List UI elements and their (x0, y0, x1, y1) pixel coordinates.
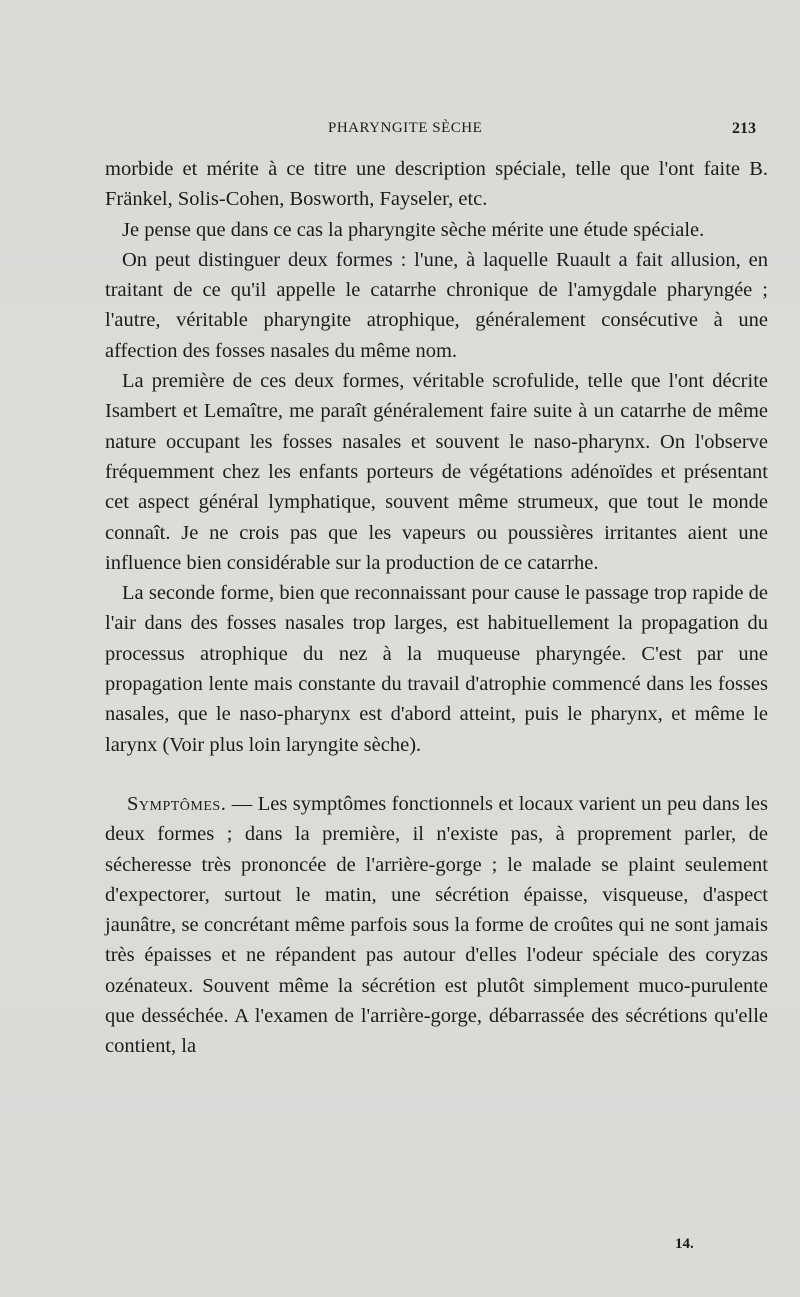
paragraph-continuation: morbide et mérite à ce titre une description spéciale, telle que l'ont faite B. Fränkel, Solis-Cohen, Bosworth, Fayseler, etc. (105, 158, 768, 211)
running-title: PHARYNGITE SÈCHE (328, 120, 483, 136)
running-head (0, 120, 800, 144)
paragraph: La première de ces deux formes, véritable scrofulide, telle que l'ont décrite Isambert et Lemaître, me paraît généralement faire suite à un catarrhe de même nature occupant les fosses nasales et souvent le naso-pharynx. On l'observe fréquemment chez les enfants porteurs de végétations adénoïdes et présentant cet aspect général lymphatique, souvent même strumeux, que tout le monde connaît. Je ne crois pas que les vapeurs ou poussières irritantes aient une influence bien considérable sur la production de ce catarrhe. (105, 370, 768, 574)
section-heading: Symptômes. (127, 792, 227, 815)
paragraph: La seconde forme, bien que reconnaissant pour cause le passage trop rapide de l'air dans des fosses nasales trop larges, est habituellement la propagation du processus atrophique du nez à la muqueuse pharyngée. C'est par une propagation lente mais constante du travail d'atrophie commencé dans les fosses nasales, que le naso-pharynx est d'abord atteint, puis le pharynx, et même le larynx (Voir plus loin laryngite sèche). (105, 582, 768, 756)
page-number: 213 (732, 120, 756, 137)
paragraph: Je pense que dans ce cas la pharyngite sèche mérite une étude spéciale. (122, 218, 705, 241)
signature-mark: 14. (675, 1236, 694, 1252)
section-symptomes (105, 789, 768, 1062)
section-text: — Les symptômes fonctionnels et locaux varient un peu dans les deux formes ; dans la première, il n'existe pas, à proprement parler, de sécheresse très prononcée de l'arrière-gorge ; le malade se plaint seulement d'expectorer, surtout le matin, une sécrétion épaisse, visqueuse, d'aspect jaunâtre, se concrétant même parfois sous la forme de croûtes qui ne sont jamais très épaisses et ne répandent pas autour d'elles l'odeur spéciale des coryzas ozénateux. Souvent même la sécrétion est plutôt simplement muco-purulente que desséchée. A l'examen de l'arrière-gorge, débarrassée des sécrétions qu'elle contient, la (105, 792, 769, 1058)
body-text (105, 154, 768, 1062)
paragraph: On peut distinguer deux formes : l'une, à laquelle Ruault a fait allusion, en traitant de ce qu'il appelle le catarrhe chronique de l'amygdale pharyngée ; l'autre, véritable pharyngite atrophique, généralement consécutive à une affection des fosses nasales du même nom. (105, 248, 768, 362)
